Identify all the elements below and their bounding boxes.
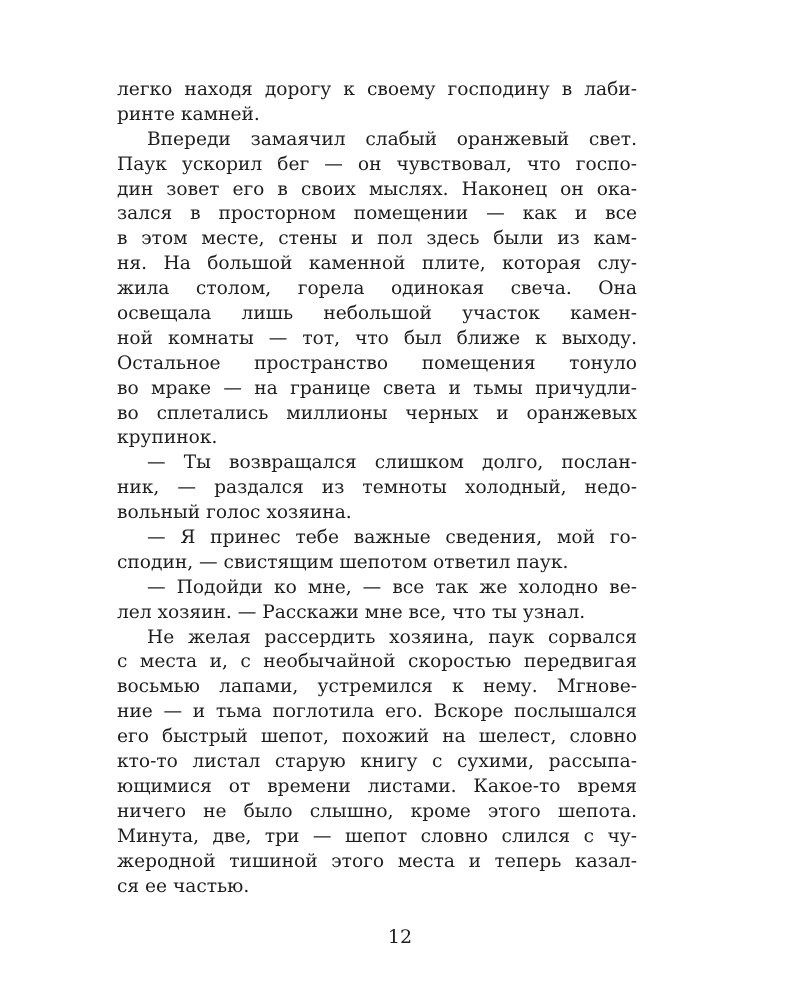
text-line: Не желая рассердить хозяина, паук сорвался — [147, 626, 637, 648]
text-line: дин зовет его в своих мыслях. Наконец он ока- — [117, 178, 637, 200]
text-line: Остальное пространство помещения тонуло — [117, 352, 637, 374]
text-line: ник, — раздался из темноты холодный, недо- — [117, 477, 637, 499]
text-line: сподин, — свистящим шепотом ответил паук. — [117, 551, 569, 573]
text-line: восьмью лапами, устремился к нему. Мгнове- — [117, 676, 637, 698]
text-line: освещала лишь небольшой участок камен- — [117, 303, 637, 325]
text-line: ной комнаты — тот, что был ближе к выходу. — [117, 327, 637, 349]
text-line: вольный голос хозяина. — [117, 502, 352, 524]
paragraph-3 — [117, 451, 637, 526]
text-line: ня. На большой каменной плите, которая слу- — [117, 253, 637, 275]
text-line: ся ее частью. — [117, 875, 250, 897]
paragraph-6 — [117, 626, 637, 900]
paragraph-4 — [117, 526, 637, 576]
paragraph-5 — [117, 576, 637, 626]
text-line: с места и, с необычайной скоростью передвигая — [117, 651, 637, 673]
text-line: зался в просторном помещении — как и все — [117, 203, 637, 225]
text-line: ние — и тьма поглотила его. Вскоре послышался — [117, 701, 637, 723]
text-line: во сплетались миллионы черных и оранжевых — [117, 402, 637, 424]
text-line: Минута, две, три — шепот словно слился с чу- — [117, 825, 637, 847]
body-text — [117, 78, 637, 899]
text-line: в этом месте, стены и пол здесь были из кам- — [117, 228, 637, 250]
text-line: крупинок. — [117, 427, 218, 449]
text-line: легко находя дорогу к своему господину в лаби- — [117, 79, 637, 100]
text-line: — Подойди ко мне, — все так же холодно ве- — [147, 576, 637, 598]
paragraph-2 — [117, 128, 637, 452]
text-line: ринте камней. — [117, 103, 260, 125]
text-line: ющимися от времени листами. Какое-то время — [117, 775, 637, 797]
text-line: его быстрый шепот, похожий на шелест, словно — [117, 726, 637, 748]
page-number: 12 — [387, 926, 413, 948]
text-line: — Ты возвращался слишком долго, послан- — [147, 452, 637, 474]
text-line: кто-то листал старую книгу с сухими, рассыпа- — [117, 751, 637, 773]
text-line: ничего не было слышно, кроме этого шепота. — [117, 800, 637, 822]
text-line: Впереди замаячил слабый оранжевый свет. — [147, 128, 637, 150]
text-line: Паук ускорил бег — он чувствовал, что госпо- — [117, 153, 637, 175]
text-line: жеродной тишиной этого места и теперь казал- — [117, 850, 637, 872]
text-line: жила столом, горела одинокая свеча. Она — [117, 278, 637, 300]
text-line: — Я принес тебе важные сведения, мой го- — [147, 527, 637, 549]
text-line: во мраке — на границе света и тьмы причудли- — [117, 377, 637, 399]
text-line: лел хозяин. — Расскажи мне все, что ты узнал. — [117, 601, 586, 623]
paragraph-1 — [117, 78, 637, 128]
